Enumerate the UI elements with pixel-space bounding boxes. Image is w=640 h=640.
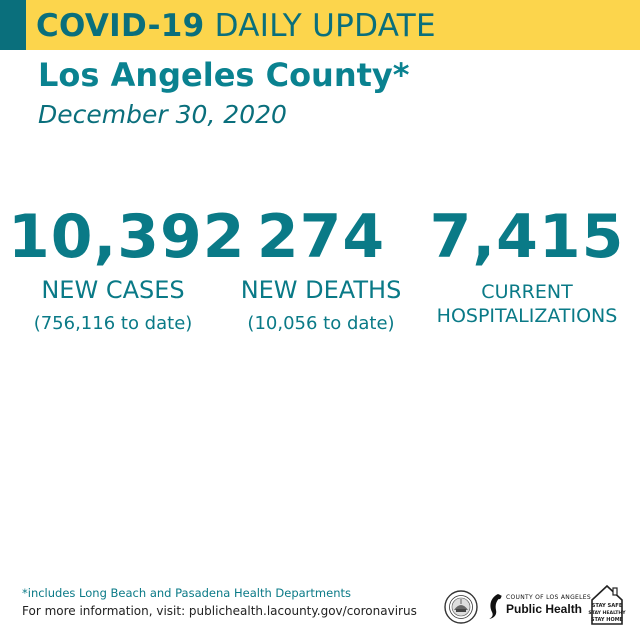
stat-new-cases bbox=[8, 200, 246, 336]
cases-to-date: (756,116 to date) bbox=[33, 313, 193, 334]
county-seal-icon bbox=[444, 590, 478, 624]
stat-new-deaths bbox=[228, 200, 414, 336]
public-health-logo bbox=[486, 592, 591, 622]
hospitalizations-label-line2: HOSPITALIZATIONS bbox=[436, 305, 618, 327]
more-info-link[interactable]: For more information, visit: publichealth.lacounty.gov/coronavirus bbox=[22, 604, 417, 618]
public-health-mark-icon bbox=[486, 592, 504, 620]
banner-title-rest: DAILY UPDATE bbox=[214, 8, 436, 44]
footnote: *includes Long Beach and Pasadena Health Departments bbox=[22, 586, 351, 600]
new-deaths-label: NEW DEATHS bbox=[240, 276, 402, 304]
new-cases-label: NEW CASES bbox=[41, 276, 185, 304]
hospitalizations-label-line1: CURRENT bbox=[481, 281, 573, 303]
new-cases-value: 10,392 bbox=[8, 202, 246, 272]
public-health-name-text: Public Health bbox=[506, 602, 583, 616]
stay-safe-line-2: STAY HEALTHY bbox=[588, 611, 626, 616]
banner-title-bold: COVID-19 bbox=[36, 8, 205, 44]
stay-safe-line-3: STAY HOME bbox=[590, 617, 624, 623]
banner-title bbox=[36, 7, 436, 45]
report-date: December 30, 2020 bbox=[38, 100, 287, 129]
header-banner bbox=[0, 0, 640, 50]
hospitalizations-value: 7,415 bbox=[429, 202, 625, 272]
stay-safe-house-icon bbox=[588, 582, 626, 626]
new-deaths-value: 274 bbox=[256, 202, 386, 272]
deaths-to-date: (10,056 to date) bbox=[247, 313, 395, 334]
county-title: Los Angeles County* bbox=[38, 56, 410, 94]
public-health-county-text: COUNTY OF LOS ANGELES bbox=[506, 594, 591, 601]
stay-safe-line-1: STAY SAFE bbox=[591, 603, 623, 609]
stat-current-hospitalizations bbox=[424, 200, 630, 328]
banner-accent bbox=[0, 0, 26, 50]
